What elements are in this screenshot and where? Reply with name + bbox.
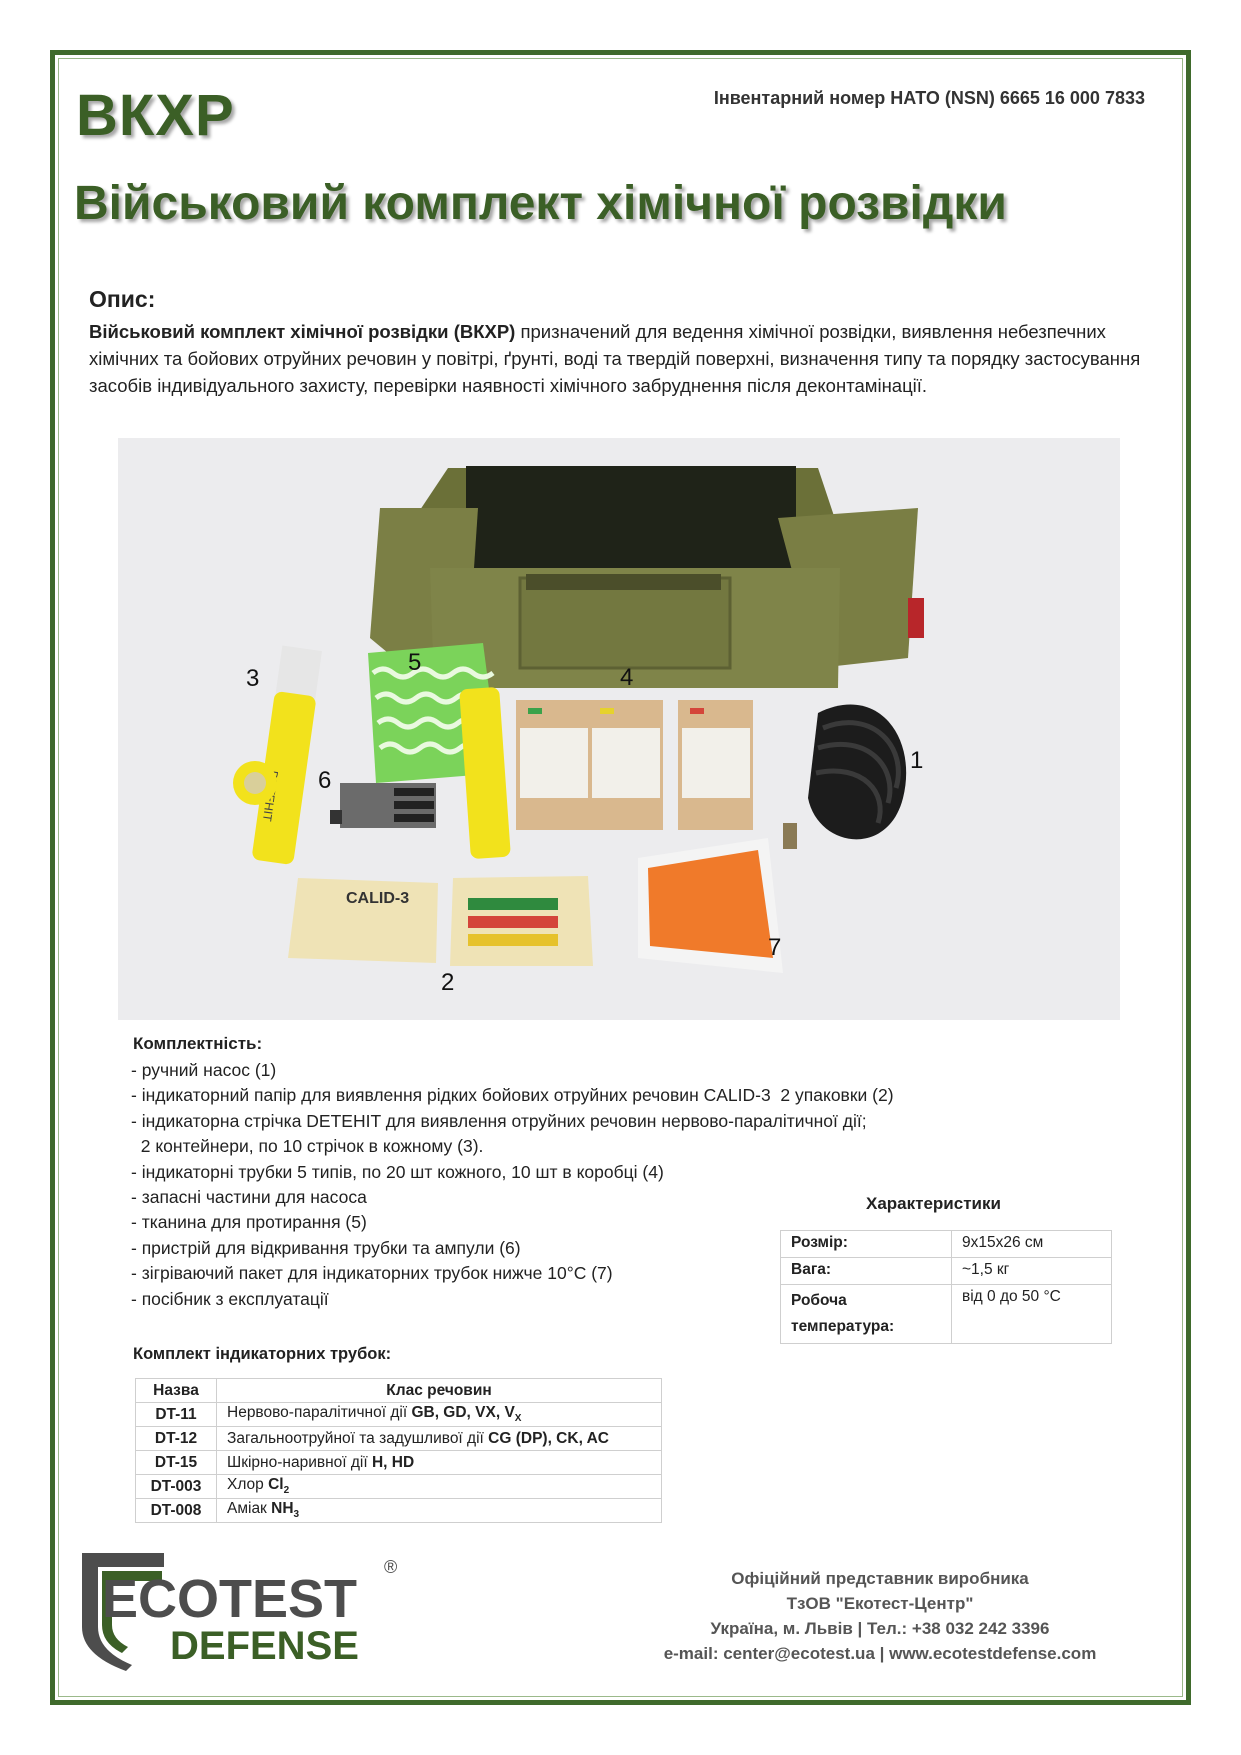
opener-tool-image [330,783,436,828]
logo-text-ecotest: ECOTEST [102,1569,358,1629]
list-item: 2 контейнери, по 10 стрічок в кожному (3). [131,1136,484,1157]
description-lead: Військовий комплект хімічної розвідки (ВКХР) [89,321,516,342]
table-row [781,1258,1112,1285]
column-header-name: Назва [136,1379,217,1403]
spec-value: ~1,5 кг [952,1258,1112,1285]
spec-key: Робоча температура: [781,1285,952,1344]
specs-table [780,1230,1112,1344]
product-code: ВКХР [76,83,235,148]
kit-photo [118,438,1120,1020]
heating-pack-image [638,838,783,973]
tube-name: DT-003 [136,1475,217,1499]
kit-heading: Комплектність: [133,1034,263,1053]
table-row [136,1499,662,1523]
photo-number-7: 7 [768,934,782,961]
photo-number-5: 5 [408,649,422,676]
specs-heading: Характеристики [866,1194,1001,1213]
list-item: - індикаторна стрічка DETEHIT для виявлення отруйних речовин нервово-паралітичної дії; [131,1110,867,1131]
page-title: Військовий комплект хімічної розвідки [74,177,1007,230]
spec-value: від 0 до 50 °С [952,1285,1112,1344]
list-item: - посібник з експлуатації [131,1288,329,1309]
list-item: - запасні частини для насоса [131,1187,367,1208]
contact-line: e-mail: center@ecotest.ua | www.ecotestdefense.com [663,1644,1097,1663]
contact-line: ТзОВ "Екотест-Центр" [786,1594,974,1613]
list-item: - ручний насос (1) [131,1060,277,1080]
list-item: - тканина для протирання (5) [131,1212,367,1233]
spec-value: 9х15х26 см [952,1231,1112,1258]
photo-number-2: 2 [441,969,455,996]
tube-boxes-image [516,700,753,830]
tube-name: DT-11 [136,1403,217,1427]
tube-class: Нервово-паралітичної дії GB, GD, VX, $V_X$ [217,1403,662,1427]
list-item: - індикаторний папір для виявлення рідких бойових отруйних речовин CALID-3 2 упаковки (2) [131,1085,894,1106]
nsn-number: Інвентарний номер НАТО (NSN) 6665 16 000 7833 [713,88,1145,108]
tube-class: Шкірно-наривної дії H, HD [217,1451,662,1475]
logo-text-defense: DEFENSE [170,1624,359,1668]
table-row [136,1451,662,1475]
table-row [136,1475,662,1499]
contact-line: Офіційний представник виробника [731,1569,1029,1588]
tubes-table [135,1378,662,1523]
svg-text:CALID-3: CALID-3 [346,890,410,907]
tubes-heading: Комплект індикаторних трубок: [133,1345,392,1363]
photo-number-4: 4 [620,664,634,691]
photo-number-1: 1 [910,747,924,774]
tube-name: DT-12 [136,1427,217,1451]
photo-number-6: 6 [318,767,332,794]
description-body: призначений для ведення хімічної розвідки, виявлення небезпечних хімічних та бойових отруйних речовин у повітрі, ґрунті, воді та твердій поверхні, визначення типу та порядку застосування засобів індивідуального захисту, перевірки наявності хімічного забруднення після деконтамінації. [89,321,1141,396]
description-heading: Опис: [89,286,156,312]
spec-key: Розмір: [781,1231,952,1258]
spec-key: Вага: [781,1258,952,1285]
table-row [781,1285,1112,1344]
photo-number-3: 3 [246,665,260,692]
table-row [136,1427,662,1451]
table-row [136,1403,662,1427]
logo-registered-mark: ® [384,1557,398,1577]
tube-class: Загальноотруйної та задушливої дії CG (DP), CK, AC [217,1427,662,1451]
list-item: - пристрій для відкривання трубки та ампули (6) [131,1237,521,1258]
tube-name: DT-15 [136,1451,217,1475]
list-item: - зігріваючий пакет для індикаторних трубок нижче 10°C (7) [131,1263,613,1284]
list-item: - індикаторні трубки 5 типів, по 20 шт кожного, 10 шт в коробці (4) [131,1161,664,1182]
column-header-class: Клас речовин [217,1379,662,1403]
tube-name: DT-008 [136,1499,217,1523]
table-header-row [136,1379,662,1403]
table-row [781,1231,1112,1258]
contact-line: Україна, м. Львів | Тел.: +38 032 242 3396 [710,1619,1050,1638]
description-text [89,318,1149,399]
tube-class: Аміак $NH_3$ [217,1499,662,1523]
contact-block [610,1566,1150,1666]
ecotest-defense-logo [72,1547,402,1675]
tube-class: Хлор $Cl_2$ [217,1475,662,1499]
